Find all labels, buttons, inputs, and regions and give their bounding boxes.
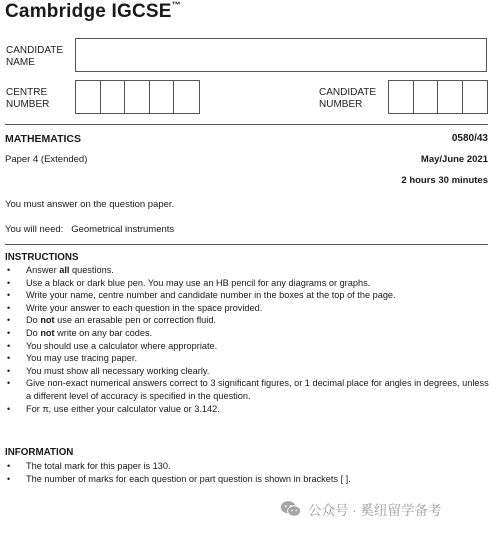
list-item: • You may use tracing paper. (5, 352, 491, 365)
brand-name: Cambridge IGCSE (5, 1, 172, 22)
list-item: • Write your name, centre number and candidate number in the boxes at the top of the page. (5, 289, 491, 302)
divider (5, 124, 488, 125)
list-item: • Do not write on any bar codes. (5, 327, 491, 340)
list-item: • Give non-exact numerical answers correct to 3 significant figures, or 1 decimal place for angles in degrees, unless a different level of accuracy is specified in the question. (5, 377, 491, 402)
exam-session: May/June 2021 (420, 154, 488, 165)
information-list (5, 460, 491, 485)
digit-box[interactable] (150, 81, 175, 113)
materials-value: Geometrical instruments (71, 224, 175, 235)
instructions-heading: INSTRUCTIONS (5, 252, 79, 263)
candidate-number-label: CANDIDATE NUMBER (319, 87, 377, 110)
list-item: • Answer all questions. (5, 264, 491, 277)
materials-label: You will need: (5, 224, 64, 235)
subject-title: MATHEMATICS (5, 133, 82, 145)
centre-number-label: CENTRE NUMBER (6, 87, 50, 110)
candidate-name-label: CANDIDATE NAME (6, 45, 64, 68)
watermark-text: 公众号 · 奚纽留学备考 (308, 503, 442, 518)
paper-name: Paper 4 (Extended) (5, 154, 88, 165)
candidate-number-boxes[interactable] (388, 80, 488, 114)
centre-number-boxes[interactable] (75, 80, 200, 114)
list-item: • The number of marks for each question or part question is shown in brackets [ ]. (5, 473, 491, 486)
digit-box[interactable] (76, 81, 101, 113)
divider (5, 244, 488, 245)
digit-box[interactable] (389, 81, 414, 113)
digit-box[interactable] (174, 81, 199, 113)
required-materials (5, 224, 174, 236)
exam-duration: 2 hours 30 minutes (401, 175, 488, 186)
list-item: • You must show all necessary working clearly. (5, 365, 491, 378)
list-item: • Do not use an erasable pen or correction fluid. (5, 314, 491, 327)
digit-box[interactable] (463, 81, 487, 113)
digit-box[interactable] (101, 81, 126, 113)
wechat-icon (280, 500, 302, 518)
list-item: • For π, use either your calculator value or 3.142. (5, 403, 491, 416)
digit-box[interactable] (125, 81, 150, 113)
trademark-symbol: ™ (171, 0, 181, 10)
answer-instruction: You must answer on the question paper. (5, 199, 175, 210)
digit-box[interactable] (414, 81, 439, 113)
syllabus-code: 0580/43 (451, 133, 488, 144)
candidate-name-box[interactable] (75, 38, 487, 72)
information-heading: INFORMATION (5, 447, 74, 458)
list-item: • Write your answer to each question in the space provided. (5, 302, 491, 315)
exam-board-title (5, 1, 181, 23)
list-item: • The total mark for this paper is 130. (5, 460, 491, 473)
watermark (280, 499, 442, 519)
digit-box[interactable] (438, 81, 463, 113)
instructions-list (5, 264, 491, 415)
list-item: • You should use a calculator where appropriate. (5, 340, 491, 353)
list-item: • Use a black or dark blue pen. You may use an HB pencil for any diagrams or graphs. (5, 277, 491, 290)
